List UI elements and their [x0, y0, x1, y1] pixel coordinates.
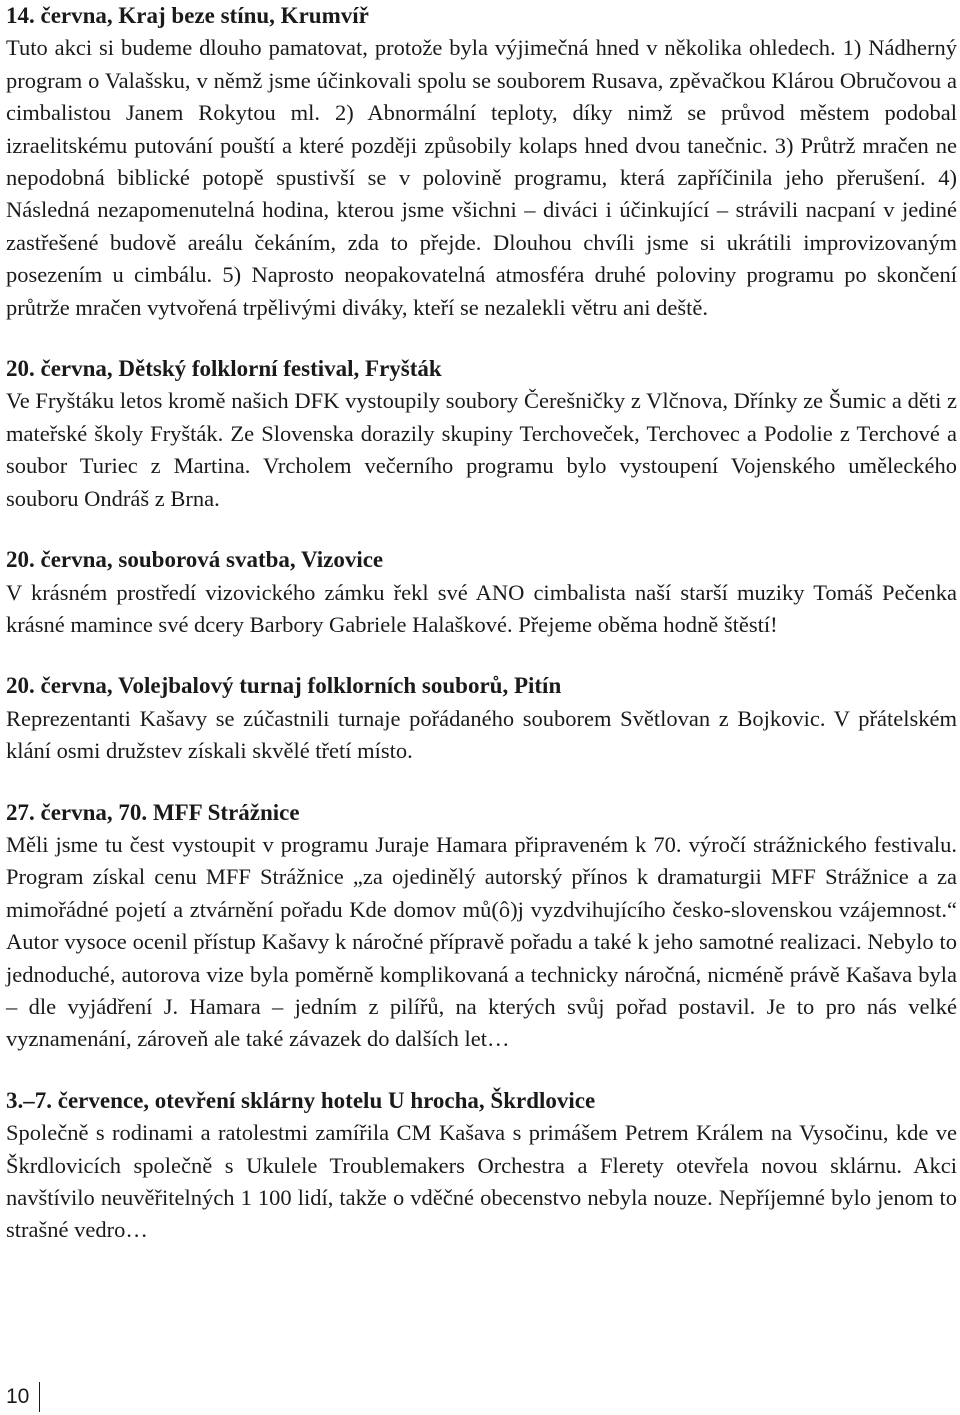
section-heading: 20. června, Volejbalový turnaj folklorních souborů, Pitín — [6, 673, 562, 699]
section-heading: 14. června, Kraj beze stínu, Krumvíř — [6, 3, 369, 28]
section-text: Měli jsme tu čest vystoupit v programu Juraje Hamara připraveném k 70. výročí strážnického festivalu. Program získal cenu MFF Strážnice „za ojedinělý autorský přínos k dramaturgii MFF Strážnice a za mimořádné pojetí a ztvárnění pořadu Kde domov mů(ô)j vyzdvihujícího česko-slovenskou vzájemnost.“ Autor vysoce ocenil přístup Kašavy k náročné přípravě pořadu a také k jeho samotné realizaci. Nebylo to jednoduché, autorova vize byla poměrně komplikovaná a technicky náročná, nicméně právě Kašava byla – dle vyjádření J. Hamara – jedním z pilířů, na kterých svůj pořad postavil. Je to pro nás velké vyznamenání, zároveň ale také závazek do dalších let… — [6, 831, 957, 1052]
article-section — [6, 353, 957, 515]
article-section — [6, 670, 957, 767]
section-text: Reprezentanti Kašavy se zúčastnili turnaje pořádaného souborem Světlovan z Bojkovic. V přátelském klání osmi družstev získali skvělé třetí místo. — [6, 705, 957, 764]
document-page — [6, 0, 957, 1276]
section-heading: 20. června, souborová svatba, Vizovice — [6, 547, 384, 573]
article-section — [6, 797, 957, 1056]
section-text: Společně s rodinami a ratolestmi zamířila CM Kašava s primášem Petrem Králem na Vysočinu, kde ve Škrdlovicích společně s Ukulele Troublemakers Orchestra a Flerety otevřela novou sklárnu. Akci navštívilo neuvěřitelných 1 100 lidí, takže o vděčné obecenstvo nebyla nouze. Nepříjemné bylo jenom to strašné vedro… — [6, 1120, 957, 1243]
section-heading: 3.–7. července, otevření sklárny hotelu U hrocha, Škrdlovice — [6, 1087, 596, 1113]
section-heading: 20. června, Dětský folklorní festival, Fryšták — [6, 356, 442, 382]
article-section — [6, 1085, 957, 1247]
section-heading: 27. června, 70. MFF Strážnice — [6, 799, 300, 825]
section-text: Tuto akci si budeme dlouho pamatovat, protože byla výjimečná hned v několika ohledech. 1) Nádherný program o Valašsku, v němž jsme účinkovali spolu se souborem Rusava, zpěvačkou Klárou Obručovou a cimbalistou Janem Rokytou ml. 2) Abnormální teploty, díky nimž se průvod městem podobal izraelitskému putování pouští a které později způsobily kolaps hned dvou tanečnic. 3) Průtrž mračen ne nepodobná biblické potopě spustivší se v polovině programu, která zapříčinila jeho přerušení. 4) Následná nezapomenutelná hodina, kterou jsme všichni – diváci i účinkující – strávili nacpaní v jediné zastřešené budově areálu čekáním, zda to přejde. Dlouhou chvíli jsme si ukrátili improvizovaným posezením u cimbálu. 5) Naprosto neopakovatelná atmosféra druhé poloviny programu po skončení průtrže mračen vytvořená trpělivými diváky, kteří se nezalekli větru ani deště. — [6, 35, 957, 320]
footer-divider — [39, 1382, 40, 1412]
article-section — [6, 544, 957, 641]
page-number: 10 — [6, 1385, 30, 1408]
section-text: Ve Fryštáku letos kromě našich DFK vystoupily soubory Čerešničky z Vlčnova, Dřínky ze Šumic a děti z mateřské školy Fryšták. Ze Slovenska dorazily skupiny Terchoveček, Terchovec a Podolie z Terchové a soubor Turiec z Martina. Vrcholem večerního programu bylo vystoupení Vojenského uměleckého souboru Ondráš z Brna. — [6, 388, 957, 511]
article-section — [6, 0, 957, 324]
section-text: V krásném prostředí vizovického zámku řekl své ANO cimbalista naší starší muziky Tomáš Pečenka krásné mamince své dcery Barbory Gabriele Halaškové. Přejeme oběma hodně štěstí! — [6, 579, 957, 637]
page-footer — [6, 1382, 40, 1412]
